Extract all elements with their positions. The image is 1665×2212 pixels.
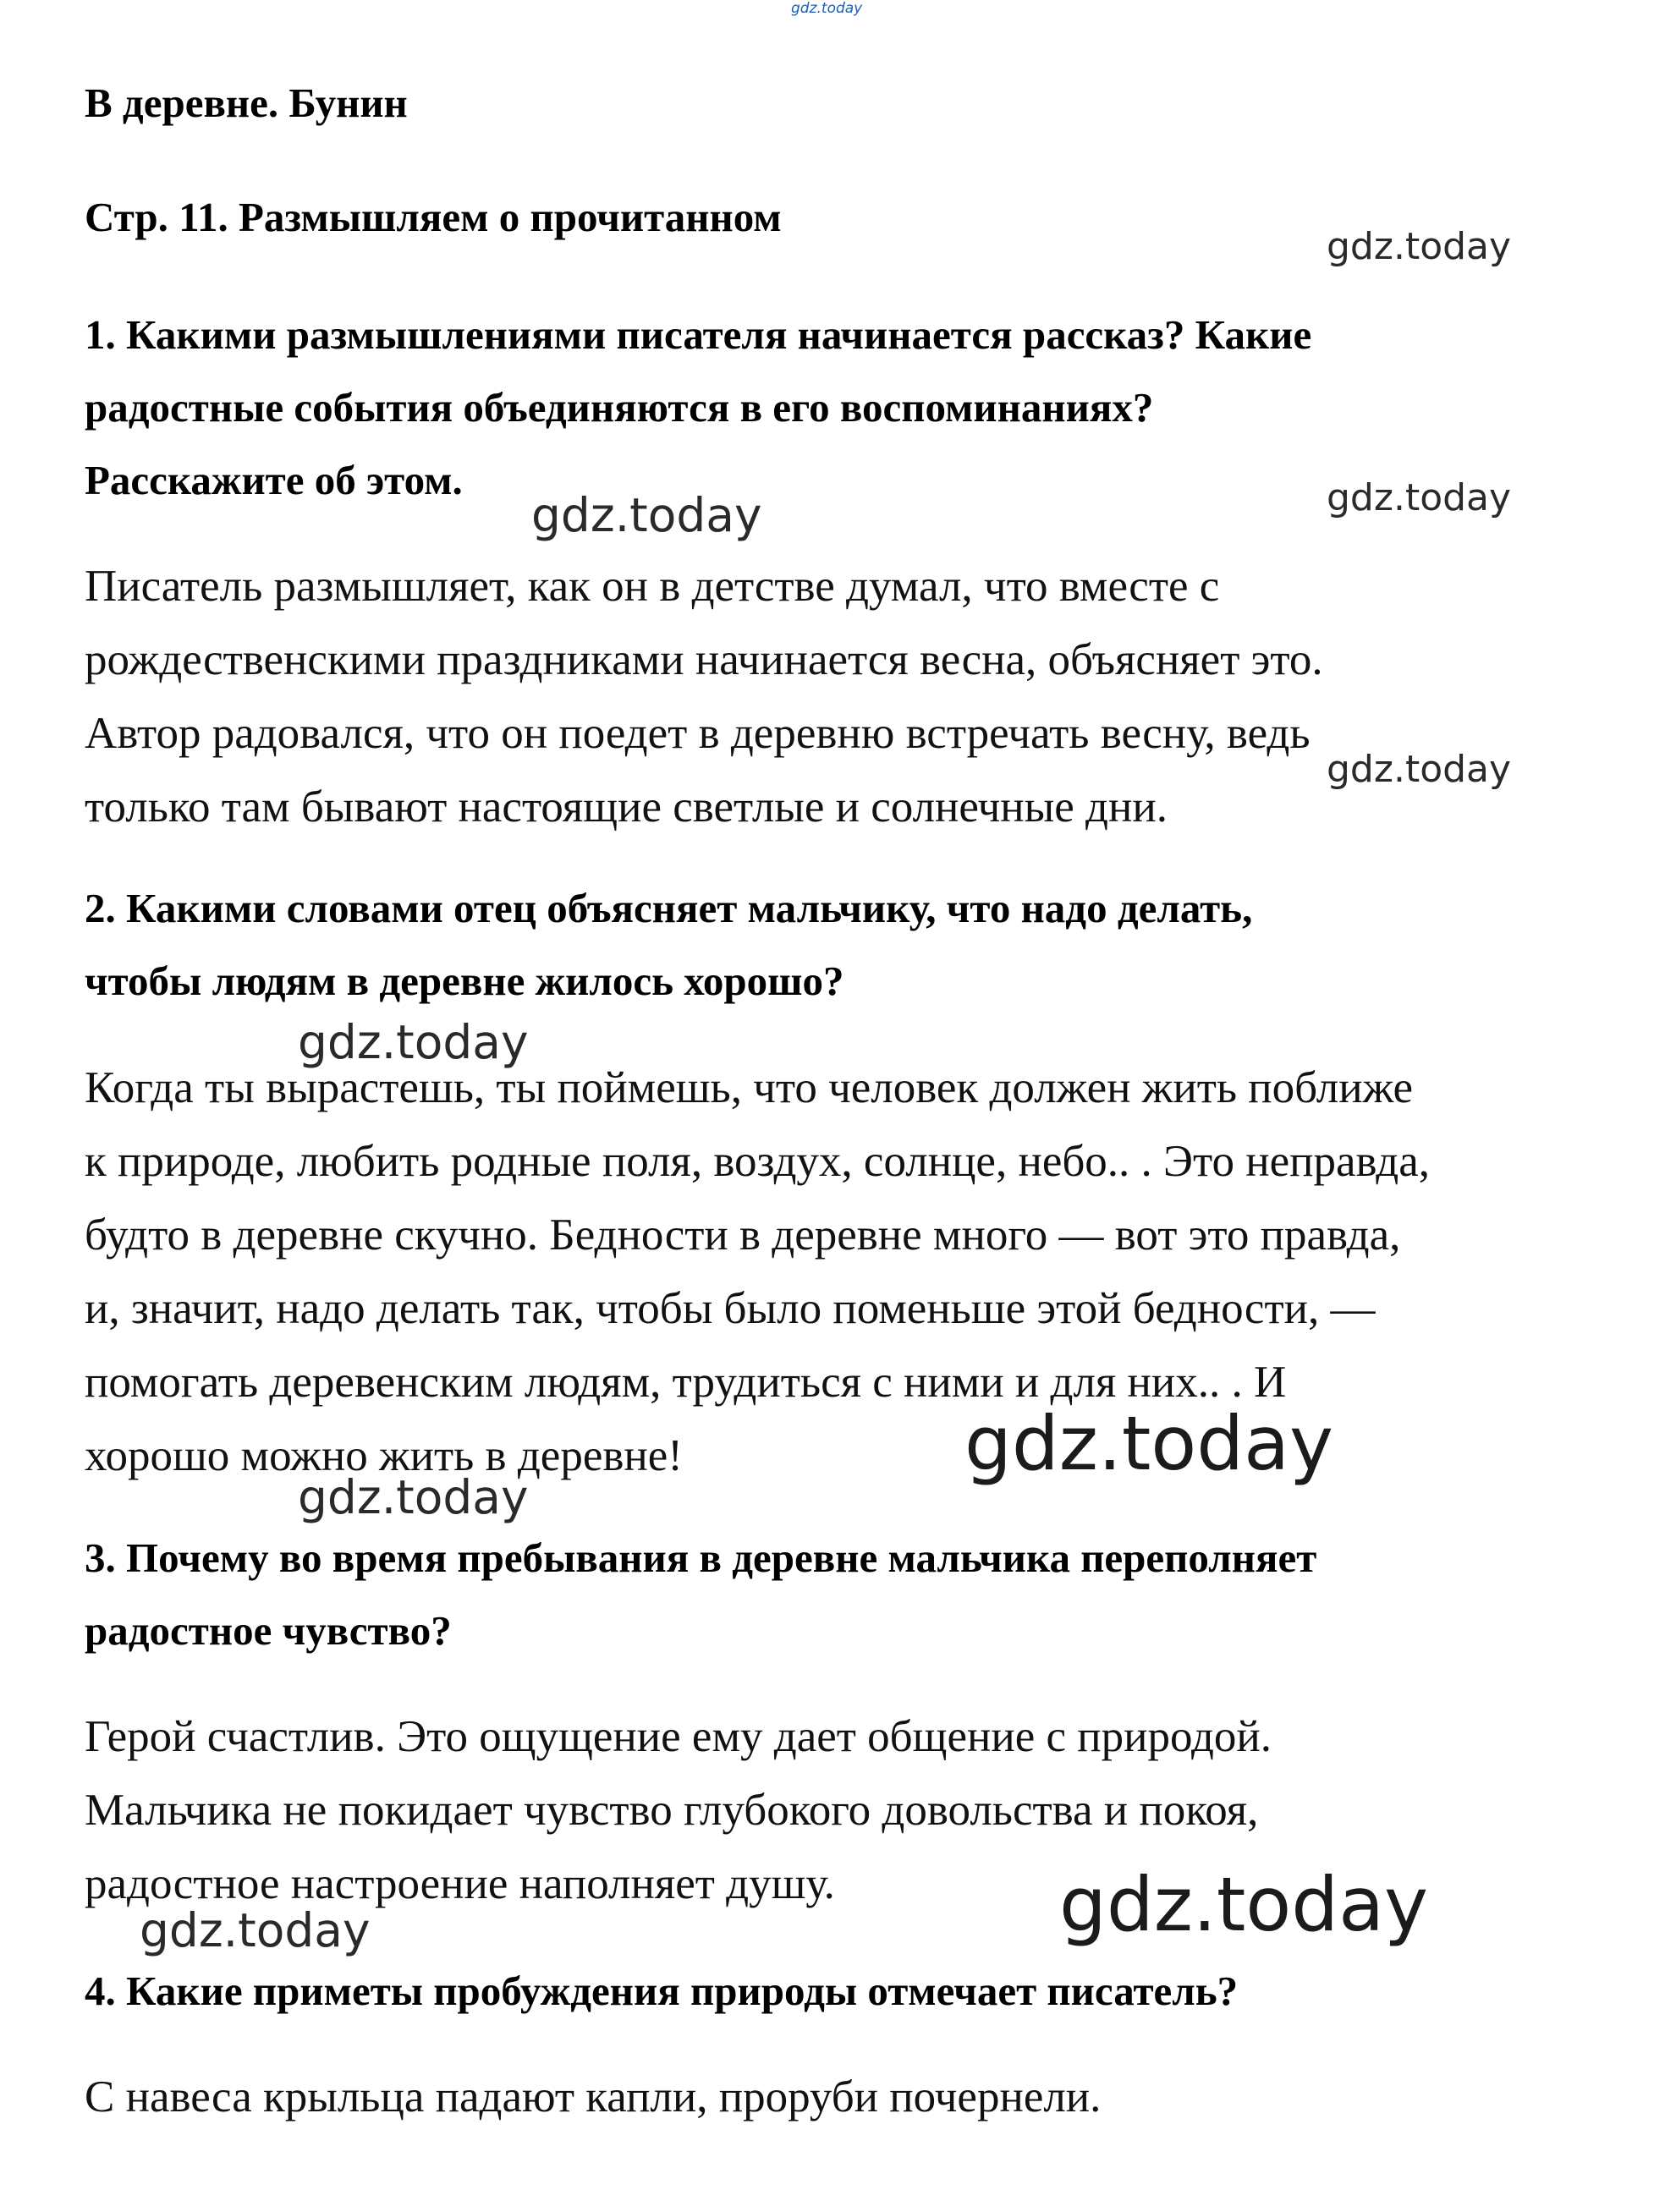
answer-1-line-1: Писатель размышляет, как он в детстве думал, что вместе с bbox=[85, 562, 1220, 611]
watermark: gdz.today bbox=[298, 1015, 529, 1069]
answer-3-line-3: радостное настроение наполняет душу. bbox=[85, 1859, 835, 1908]
question-2-line-2: чтобы людям в деревне жилось хорошо? bbox=[85, 958, 844, 1004]
watermark: gdz.today bbox=[531, 488, 762, 542]
answer-2-line-1: Когда ты вырастешь, ты поймешь, что человек должен жить поближе bbox=[85, 1063, 1414, 1112]
answer-2-line-5: помогать деревенским людям, трудиться с ними и для них.. . И bbox=[85, 1358, 1287, 1407]
answer-2-line-3: будто в деревне скучно. Бедности в деревне много — вот это правда, bbox=[85, 1210, 1401, 1260]
watermark-large: gdz.today bbox=[1059, 1861, 1429, 1948]
question-4-line-1: 4. Какие приметы пробуждения природы отмечает писатель? bbox=[85, 1968, 1239, 2014]
question-1-line-3: Расскажите об этом. bbox=[85, 457, 463, 503]
answer-2-line-6: хорошо можно жить в деревне! bbox=[85, 1431, 683, 1480]
watermark-top: gdz.today bbox=[791, 0, 863, 17]
question-1-line-1: 1. Какими размышлениями писателя начинается рассказ? Какие bbox=[85, 311, 1312, 358]
answer-2-line-2: к природе, любить родные поля, воздух, солнце, небо.. . Это неправда, bbox=[85, 1137, 1430, 1186]
question-1-line-2: радостные события объединяются в его воспоминаниях? bbox=[85, 384, 1154, 431]
watermark: gdz.today bbox=[298, 1470, 529, 1524]
watermark: gdz.today bbox=[140, 1903, 371, 1957]
answer-1-line-3: Автор радовался, что он поедет в деревню встречать весну, ведь bbox=[85, 709, 1311, 758]
watermark: gdz.today bbox=[1327, 748, 1512, 791]
answer-1-line-2: рождественскими праздниками начинается весна, объясняет это. bbox=[85, 635, 1323, 684]
answer-3-line-2: Мальчика не покидает чувство глубокого довольства и покоя, bbox=[85, 1786, 1259, 1835]
answer-1-line-4: только там бывают настоящие светлые и солнечные дни. bbox=[85, 782, 1168, 832]
question-3-line-2: радостное чувство? bbox=[85, 1607, 452, 1654]
answer-3-line-1: Герой счастлив. Это ощущение ему дает общение с природой. bbox=[85, 1712, 1272, 1761]
section-heading: Стр. 11. Размышляем о прочитанном bbox=[85, 194, 782, 240]
watermark-large: gdz.today bbox=[964, 1400, 1334, 1487]
answer-4-line-1: С навеса крыльца падают капли, проруби почернели. bbox=[85, 2072, 1102, 2121]
question-3-line-1: 3. Почему во время пребывания в деревне мальчика переполняет bbox=[85, 1534, 1317, 1581]
watermark: gdz.today bbox=[1327, 476, 1512, 519]
watermark: gdz.today bbox=[1327, 225, 1512, 268]
page-title: В деревне. Бунин bbox=[85, 80, 408, 126]
answer-2-line-4: и, значит, надо делать так, чтобы было поменьше этой бедности, — bbox=[85, 1284, 1376, 1333]
question-2-line-1: 2. Какими словами отец объясняет мальчику, что надо делать, bbox=[85, 885, 1253, 931]
